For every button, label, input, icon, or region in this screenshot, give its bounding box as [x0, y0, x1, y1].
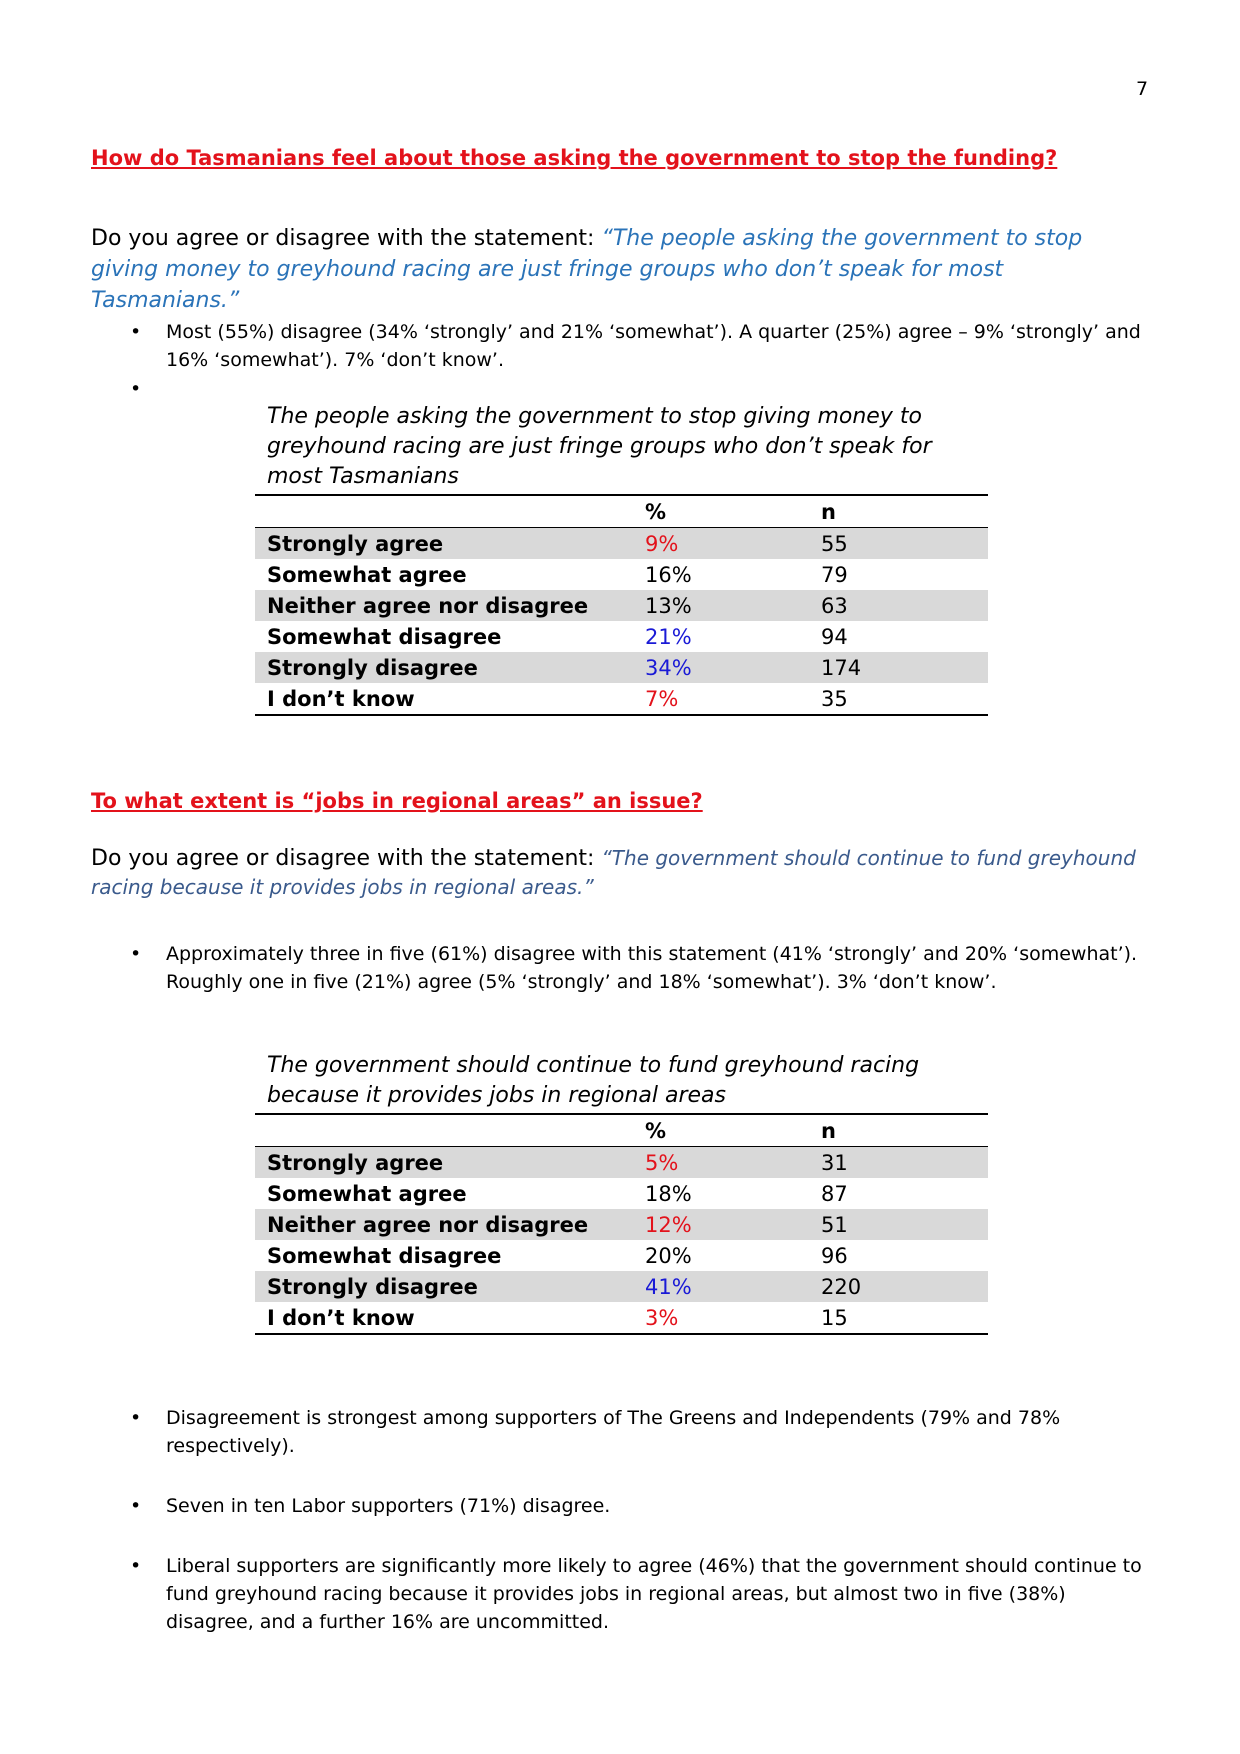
row-label: I don’t know — [255, 1302, 645, 1334]
table-row — [255, 1271, 988, 1302]
row-n: 174 — [821, 652, 988, 683]
row-percent: 20% — [645, 1243, 692, 1268]
section-1-statement — [91, 223, 1151, 316]
table-row — [255, 590, 988, 621]
row-percent: 13% — [645, 590, 821, 621]
data-table — [255, 1115, 988, 1335]
row-label: Strongly agree — [255, 528, 645, 560]
bullet-text: Disagreement is strongest among supporters of The Greens and Independents (79% and 78% respectively). — [166, 1407, 1061, 1457]
table-header-n: n — [821, 1115, 988, 1147]
row-label: Neither agree nor disagree — [255, 1209, 645, 1240]
row-percent: 18% — [645, 1181, 692, 1206]
statement-prefix: Do you agree or disagree with the statement: — [91, 226, 602, 251]
list-item — [130, 318, 1150, 374]
table-row — [255, 1147, 988, 1179]
table-header-label — [255, 1115, 645, 1147]
row-percent: 34% — [645, 652, 821, 683]
table-row — [255, 1209, 988, 1240]
bullet-icon: • — [130, 321, 142, 343]
row-n: 55 — [821, 528, 988, 560]
table-header-percent: % — [645, 1115, 821, 1147]
row-percent: 21% — [645, 624, 692, 649]
row-label: Strongly disagree — [255, 1271, 645, 1302]
table-header-label — [255, 496, 645, 528]
table-row — [255, 1240, 988, 1271]
bullet-text: Liberal supporters are significantly more likely to agree (46%) that the government should continue to fund greyhound racing because it provides jobs in regional areas, but almost two in five (38%) disagree, and a further 16% are uncommitted. — [166, 1555, 1142, 1633]
table-row — [255, 652, 988, 683]
bullet-icon: • — [130, 943, 142, 965]
statement-prefix: Do you agree or disagree with the statement: — [91, 846, 602, 871]
bullet-text: Approximately three in five (61%) disagree with this statement (41% ‘strongly’ and 20% ‘somewhat’). Roughly one in five (21%) agree (5% ‘strongly’ and 18% ‘somewhat’). 3% ‘don’t know’. — [166, 943, 1138, 993]
row-label: Somewhat agree — [267, 1181, 467, 1206]
row-label: Strongly agree — [255, 1147, 645, 1179]
bullet-text: Seven in ten Labor supporters (71%) disagree. — [166, 1495, 611, 1517]
section-2-statement — [91, 844, 1151, 902]
table-row — [255, 1178, 988, 1209]
bullet-icon: • — [130, 1495, 142, 1517]
row-n: 96 — [821, 1243, 848, 1268]
bullet-icon: • — [130, 1555, 142, 1577]
table-header-row — [255, 1115, 988, 1147]
row-percent: 3% — [645, 1302, 821, 1334]
table-row — [255, 528, 988, 560]
row-n: 31 — [821, 1147, 988, 1179]
table-header-percent: % — [645, 496, 821, 528]
table-row — [255, 1302, 988, 1334]
row-label: I don’t know — [255, 683, 645, 715]
data-table — [255, 496, 988, 716]
table-header-row — [255, 496, 988, 528]
results-table-2 — [255, 1051, 988, 1335]
row-n: 63 — [821, 590, 988, 621]
row-n: 35 — [821, 683, 988, 715]
bullet-text: Most (55%) disagree (34% ‘strongly’ and 21% ‘somewhat’). A quarter (25%) agree – 9% ‘strongly’ and 16% ‘somewhat’). 7% ‘don’t know’. — [166, 321, 1141, 371]
table-caption: The government should continue to fund greyhound racing because it provides jobs in regional areas — [255, 1051, 988, 1115]
row-label: Somewhat agree — [267, 562, 467, 587]
row-n: 51 — [821, 1209, 988, 1240]
list-item — [130, 1552, 1150, 1636]
row-percent: 5% — [645, 1147, 821, 1179]
row-n: 87 — [821, 1181, 848, 1206]
row-label: Strongly disagree — [255, 652, 645, 683]
table-row — [255, 683, 988, 715]
table-header-n: n — [821, 496, 988, 528]
row-percent: 7% — [645, 683, 821, 715]
section-1-heading: How do Tasmanians feel about those asking the government to stop the funding? — [91, 146, 1058, 170]
row-n: 15 — [821, 1302, 988, 1334]
list-item — [130, 1404, 1150, 1460]
row-percent: 16% — [645, 562, 692, 587]
table-caption: The people asking the government to stop giving money to greyhound racing are just fringe groups who don’t speak for most Tasmanians — [255, 402, 988, 496]
row-n: 79 — [821, 562, 848, 587]
row-label: Neither agree nor disagree — [255, 590, 645, 621]
statement-quote: “The people asking the government to stop giving money to greyhound racing are just fringe groups who don’t speak for most Tasmanians.” — [91, 226, 1083, 313]
row-n: 94 — [821, 624, 848, 649]
section-2-heading: To what extent is “jobs in regional areas” an issue? — [91, 789, 703, 813]
list-item — [130, 1492, 1150, 1520]
table-row — [255, 621, 988, 652]
bullet-icon: • — [130, 378, 142, 400]
row-label: Somewhat disagree — [267, 1243, 502, 1268]
row-percent: 12% — [645, 1209, 821, 1240]
statement-quote: “The government should continue to fund greyhound racing because it provides jobs in regional areas.” — [91, 846, 1136, 899]
bullet-icon: • — [130, 1407, 142, 1429]
table-row — [255, 559, 988, 590]
page-number: 7 — [1136, 78, 1149, 100]
row-percent: 9% — [645, 528, 821, 560]
row-label: Somewhat disagree — [267, 624, 502, 649]
list-item — [130, 940, 1150, 996]
row-n: 220 — [821, 1271, 988, 1302]
row-percent: 41% — [645, 1271, 821, 1302]
results-table-1 — [255, 402, 988, 716]
